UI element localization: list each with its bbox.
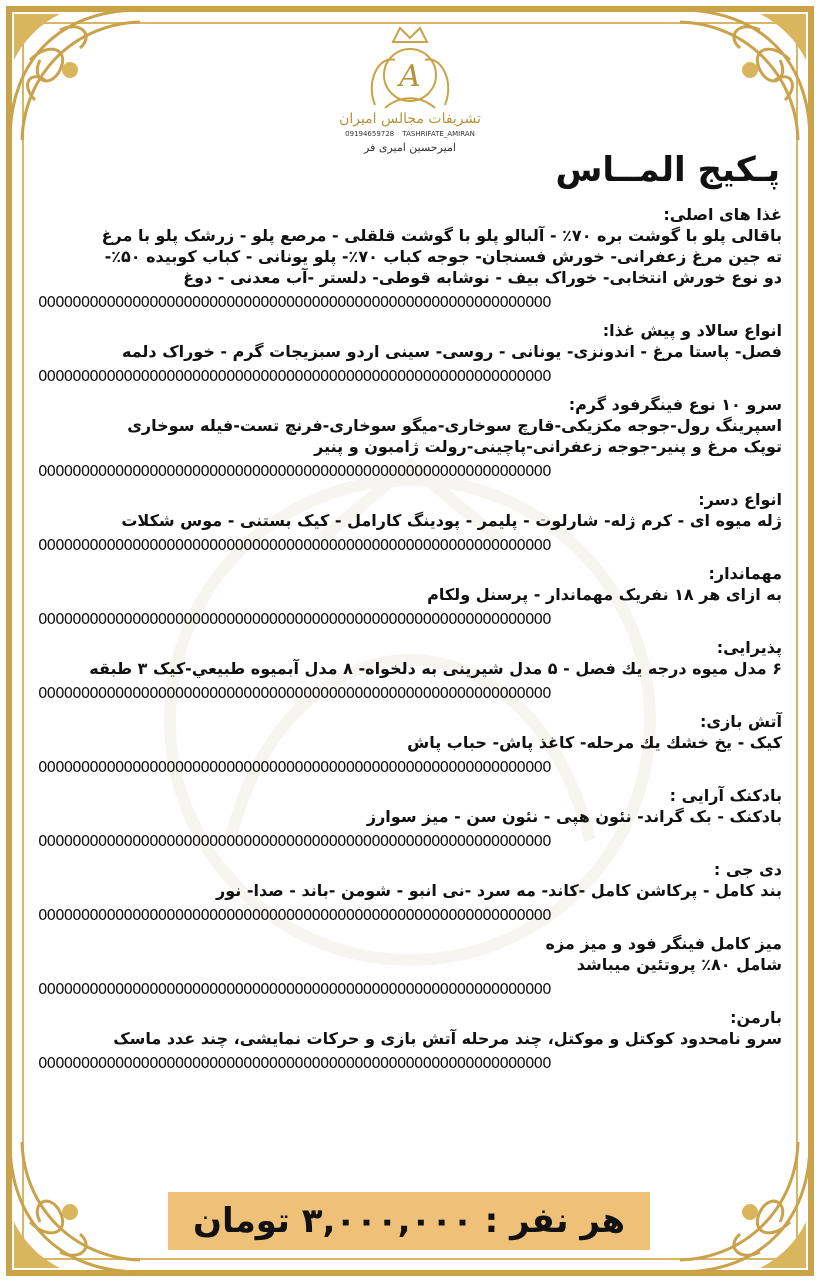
section-line: به ازای هر ۱۸ نفریک مهماندار - پرسنل ولکام [427, 585, 782, 604]
menu-section [38, 933, 782, 999]
menu-section [38, 1007, 782, 1073]
section-line: فصل- پاستا مرغ - اندونزی- یونانی - روسی- سینی اردو سبزیجات گرم - خوراک دلمه [121, 342, 782, 361]
section-line: میز کامل فینگر فود و میز مزه [545, 934, 782, 953]
corner-ornament-icon [0, 1132, 150, 1282]
section-title: دی جی : [713, 860, 782, 879]
instagram-handle: TASHRIFATE_AMIRAN [402, 130, 475, 138]
section-line: دو نوع خورش انتخابی- خوراک بیف - نوشابه قوطی- دلستر -آب معدنی - دوغ [183, 268, 782, 287]
section-title: بارمن: [730, 1008, 782, 1027]
menu-section [38, 563, 782, 629]
ornament-divider: 000000000000000000000000000000000000000000000000000000000000 [38, 1054, 551, 1072]
section-line: ته جین مرغ زعفرانی- خورش فسنجان- جوجه کباب ۷۰٪- پلو یونانی - کباب کوبیده ۵۰٪- [104, 247, 782, 266]
menu-section [38, 394, 782, 481]
ornament-divider: 000000000000000000000000000000000000000000000000000000000000 [38, 367, 551, 385]
ornament-divider: 000000000000000000000000000000000000000000000000000000000000 [38, 832, 551, 850]
section-line: ژله میوه ای - کرم ژله- شارلوت - پلیمر - پودینگ کارامل - کیک بستنی - موس شکلات [121, 511, 782, 530]
section-title: مهماندار: [708, 564, 782, 583]
corner-ornament-icon [670, 1132, 820, 1282]
section-line: توپک مرغ و پنیر-جوجه زعفرانی-پاچینی-رولت ژامبون و پنیر [314, 437, 782, 456]
whatsapp-phone: 09194659728 [345, 130, 395, 138]
corner-ornament-icon [670, 0, 820, 150]
brand-owner: امیرحسین امیری فر [364, 141, 456, 154]
section-title: سرو ۱۰ نوع فینگرفود گرم: [568, 395, 782, 414]
section-line: بادکنک - بک گراند- نئون هپی - نئون سن - میز سوارز [366, 807, 782, 826]
section-line: بند کامل - پرکاشن کامل -کاند- مه سرد -نی انبو - شومن -باند - صدا- نور [216, 881, 782, 900]
section-title: غذا های اصلی: [663, 205, 782, 224]
price-banner: هر نفر : ۳,۰۰۰,۰۰۰ تومان [168, 1192, 650, 1250]
section-title: پذیرایی: [716, 638, 782, 657]
ornament-divider: 000000000000000000000000000000000000000000000000000000000000 [38, 293, 551, 311]
brand-logo [330, 20, 490, 190]
package-title: پـکیج المــاس [555, 150, 780, 190]
menu-content [38, 204, 782, 1081]
ornament-divider: 000000000000000000000000000000000000000000000000000000000000 [38, 684, 551, 702]
corner-ornament-icon [0, 0, 150, 150]
section-line: اسپرینگ رول-جوجه مکزیکی-قارچ سوخاری-میگو سوخاری-فرنچ تست-فیله سوخاری [127, 416, 782, 435]
ornament-divider: 000000000000000000000000000000000000000000000000000000000000 [38, 462, 551, 480]
menu-section [38, 489, 782, 555]
menu-section [38, 859, 782, 925]
ornament-divider: 000000000000000000000000000000000000000000000000000000000000 [38, 906, 551, 924]
ornament-divider: 000000000000000000000000000000000000000000000000000000000000 [38, 758, 551, 776]
section-line: ۶ مدل میوه درجه یك فصل - ۵ مدل شیرینی به دلخواه- ۸ مدل آبمیوه طبیعي-کیک ۳ طبقه [89, 659, 782, 678]
menu-section [38, 320, 782, 386]
section-title: آتش بازی: [700, 712, 782, 731]
brand-contacts [330, 130, 490, 138]
section-title: انواع سالاد و پیش غذا: [602, 321, 782, 340]
menu-section [38, 637, 782, 703]
section-line: کیک - یخ خشك یك مرحله- كاغذ پاش- حباب پاش [407, 733, 782, 752]
ornament-divider: 000000000000000000000000000000000000000000000000000000000000 [38, 536, 551, 554]
section-line: سرو نامحدود کوکتل و موکتل، چند مرحله آتش بازی و حرکات نمایشی، چند عدد ماسک [113, 1029, 782, 1048]
section-line: شامل ۸۰٪ پروتئین میباشد [576, 955, 782, 974]
section-line: باقالی پلو با گوشت بره ۷۰٪ - آلبالو پلو با گوشت قلقلی - مرصع پلو - زرشک پلو با مرغ [101, 226, 782, 245]
section-title: بادکنک آرایی : [669, 786, 782, 805]
ornament-divider: 000000000000000000000000000000000000000000000000000000000000 [38, 980, 551, 998]
section-title: انواع دسر: [698, 490, 782, 509]
ornament-divider: 000000000000000000000000000000000000000000000000000000000000 [38, 610, 551, 628]
crest-icon [355, 20, 465, 115]
brand-name: تشریفات مجالس امیران [339, 111, 481, 127]
svg-text:A: A [399, 59, 421, 94]
menu-section [38, 204, 782, 312]
menu-section [38, 785, 782, 851]
menu-section [38, 711, 782, 777]
